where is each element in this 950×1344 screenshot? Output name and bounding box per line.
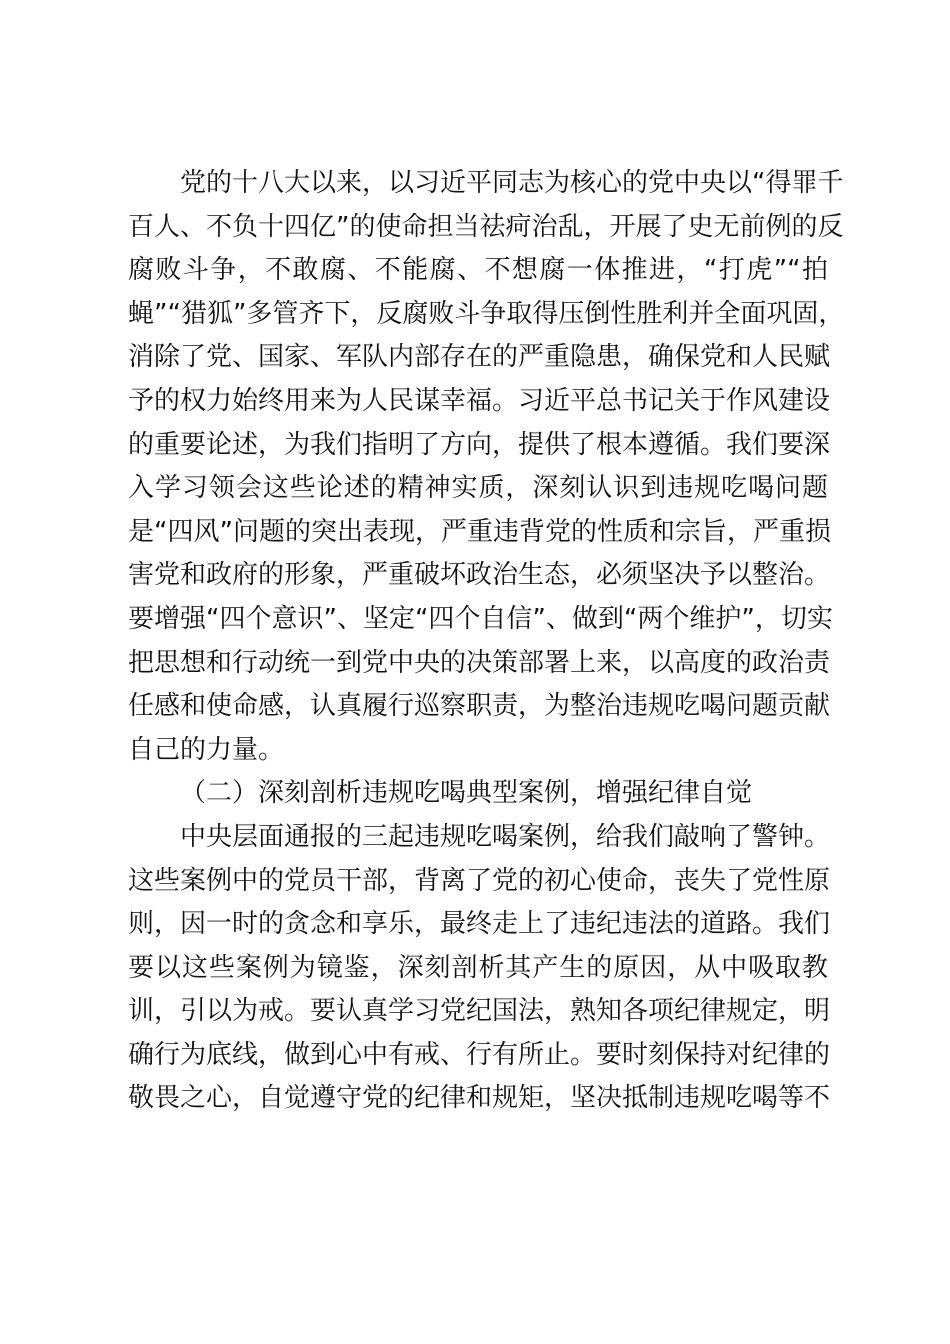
document-body xyxy=(128,162,845,1121)
text-line: 则，因一时的贪念和享乐，最终走上了违纪违法的道路。我们 xyxy=(128,909,831,940)
text-line: 中央层面通报的三起违规吃喝案例，给我们敲响了警钟。 xyxy=(180,821,831,852)
paragraph-case-analysis xyxy=(128,816,831,1121)
section-heading-2 xyxy=(128,772,828,816)
text-line: 消除了党、国家、军队内部存在的严重隐患，确保党和人民赋 xyxy=(128,342,831,373)
text-line: 敬畏之心，自觉遵守党的纪律和规矩，坚决抵制违规吃喝等不 xyxy=(128,1083,831,1114)
text-line: 要以这些案例为镜鉴，深刻剖析其产生的原因，从中吸取教 xyxy=(128,952,828,983)
text-line: 这些案例中的党员干部，背离了党的初心使命，丧失了党性原 xyxy=(128,865,831,896)
heading-text: （二）深刻剖析违规吃喝典型案例，增强纪律自觉 xyxy=(180,778,753,809)
text-line: 蝇”“猎狐”多管齐下，反腐败斗争取得压倒性胜利并全面巩固， xyxy=(128,298,845,329)
paragraph-leadership-anticorruption xyxy=(128,162,845,772)
text-line: 党的十八大以来，以习近平同志为核心的党中央以“得罪千 xyxy=(180,168,844,198)
text-line: 腐败斗争，不敢腐、不能腐、不想腐一体推进，“打虎”“拍 xyxy=(128,255,828,286)
text-line: 任感和使命感，认真履行巡察职责，为整治违规吃喝问题贡献 xyxy=(128,691,831,722)
text-line: 予的权力始终用来为人民谋幸福。习近平总书记关于作风建设 xyxy=(128,385,831,416)
text-line: 训，引以为戒。要认真学习党纪国法，熟知各项纪律规定，明 xyxy=(128,996,831,1027)
text-line: 是“四风”问题的突出表现，严重违背党的性质和宗旨，严重损 xyxy=(128,516,831,547)
text-line: 百人、不负十四亿”的使命担当祛疴治乱，开展了史无前例的反 xyxy=(128,211,844,242)
text-line: 入学习领会这些论述的精神实质，深刻认识到违规吃喝问题 xyxy=(128,473,828,504)
text-line: 害党和政府的形象，严重破坏政治生态，必须坚决予以整治。 xyxy=(128,560,831,591)
text-line: 把思想和行动统一到党中央的决策部署上来，以高度的政治责 xyxy=(128,647,831,678)
text-line: 自己的力量。 xyxy=(128,734,285,765)
text-line: 确行为底线，做到心中有戒、行有所止。要时刻保持对纪律的 xyxy=(128,1039,831,1070)
text-line: 的重要论述，为我们指明了方向，提供了根本遵循。我们要深 xyxy=(128,429,831,460)
text-line: 要增强“四个意识”、坚定“四个自信”、做到“两个维护”，切实 xyxy=(128,603,833,634)
